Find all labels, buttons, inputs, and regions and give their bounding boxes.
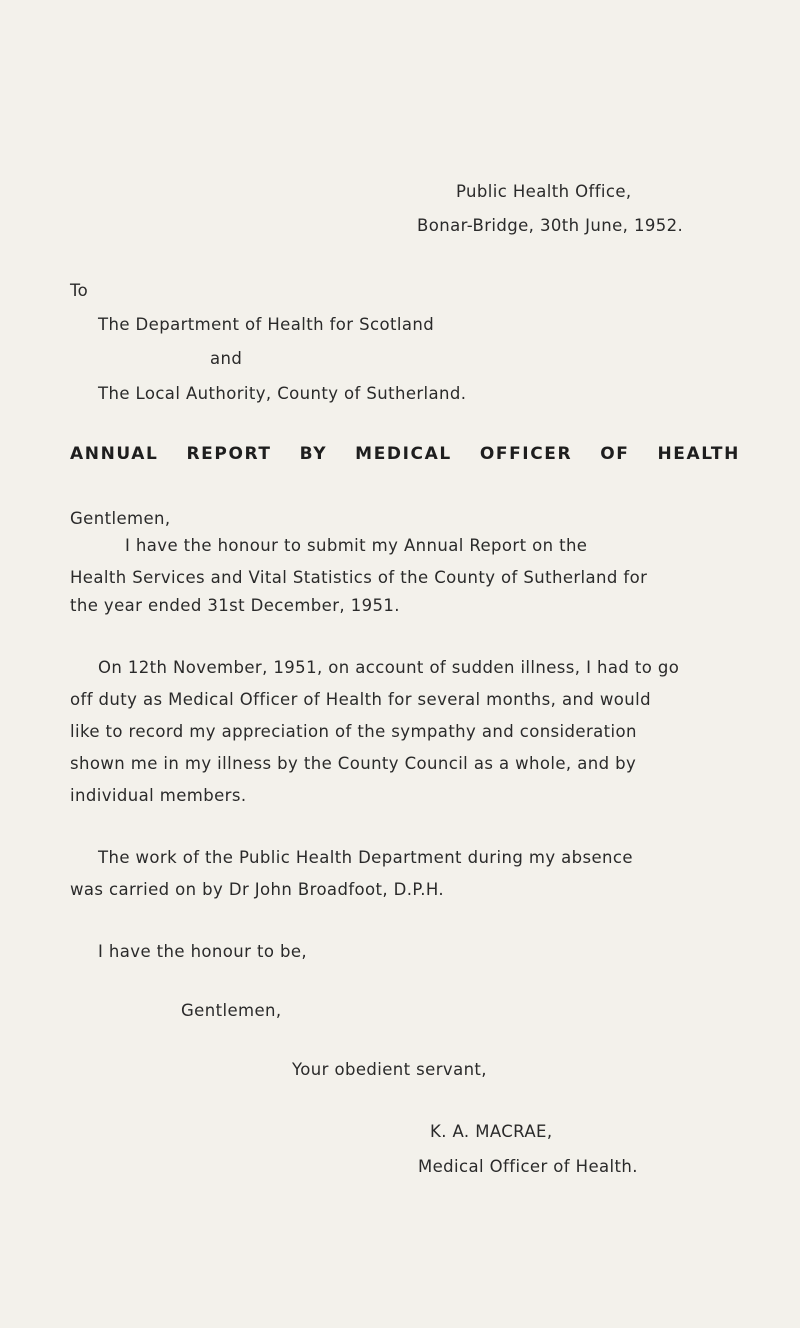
- signature-title: Medical Officer of Health.: [418, 1157, 638, 1176]
- addressee-line-2: The Local Authority, County of Sutherland.: [98, 384, 467, 403]
- addressee-line-1: The Department of Health for Scotland: [98, 315, 435, 334]
- signature-name: K. A. MACRAE,: [430, 1122, 553, 1141]
- heading-word: BY: [299, 444, 328, 464]
- report-heading: [70, 444, 740, 464]
- heading-word: HEALTH: [657, 444, 740, 464]
- paragraph-3-line: was carried on by Dr John Broadfoot, D.P.H.: [70, 880, 445, 899]
- paragraph-2-line: shown me in my illness by the County Council as a whole, and by: [70, 754, 637, 773]
- heading-word: MEDICAL: [355, 444, 452, 464]
- place-date-line: Bonar-Bridge, 30th June, 1952.: [417, 216, 684, 235]
- paragraph-2-line: like to record my appreciation of the sympathy and consideration: [70, 722, 637, 741]
- salutation: Gentlemen,: [70, 509, 171, 528]
- closing-servant: Your obedient servant,: [292, 1060, 487, 1079]
- heading-word: OF: [600, 444, 630, 464]
- office-line: Public Health Office,: [456, 182, 632, 201]
- closing-salutation: Gentlemen,: [181, 1001, 282, 1020]
- paragraph-2-line: On 12th November, 1951, on account of sudden illness, I had to go: [98, 658, 680, 677]
- paragraph-2-line: individual members.: [70, 786, 247, 805]
- paragraph-1-line: I have the honour to submit my Annual Report on the: [125, 536, 588, 555]
- heading-word: OFFICER: [479, 444, 573, 464]
- heading-word: ANNUAL: [70, 444, 159, 464]
- paragraph-3-line: The work of the Public Health Department during my absence: [98, 848, 633, 867]
- paragraph-1-line: Health Services and Vital Statistics of the County of Sutherland for: [70, 568, 648, 587]
- paragraph-2-line: off duty as Medical Officer of Health for several months, and would: [70, 690, 651, 709]
- addressee-and: and: [210, 349, 243, 368]
- paragraph-1-line: the year ended 31st December, 1951.: [70, 596, 400, 615]
- addressee-to: To: [70, 281, 89, 300]
- closing-line: I have the honour to be,: [98, 942, 308, 961]
- heading-word: REPORT: [186, 444, 272, 464]
